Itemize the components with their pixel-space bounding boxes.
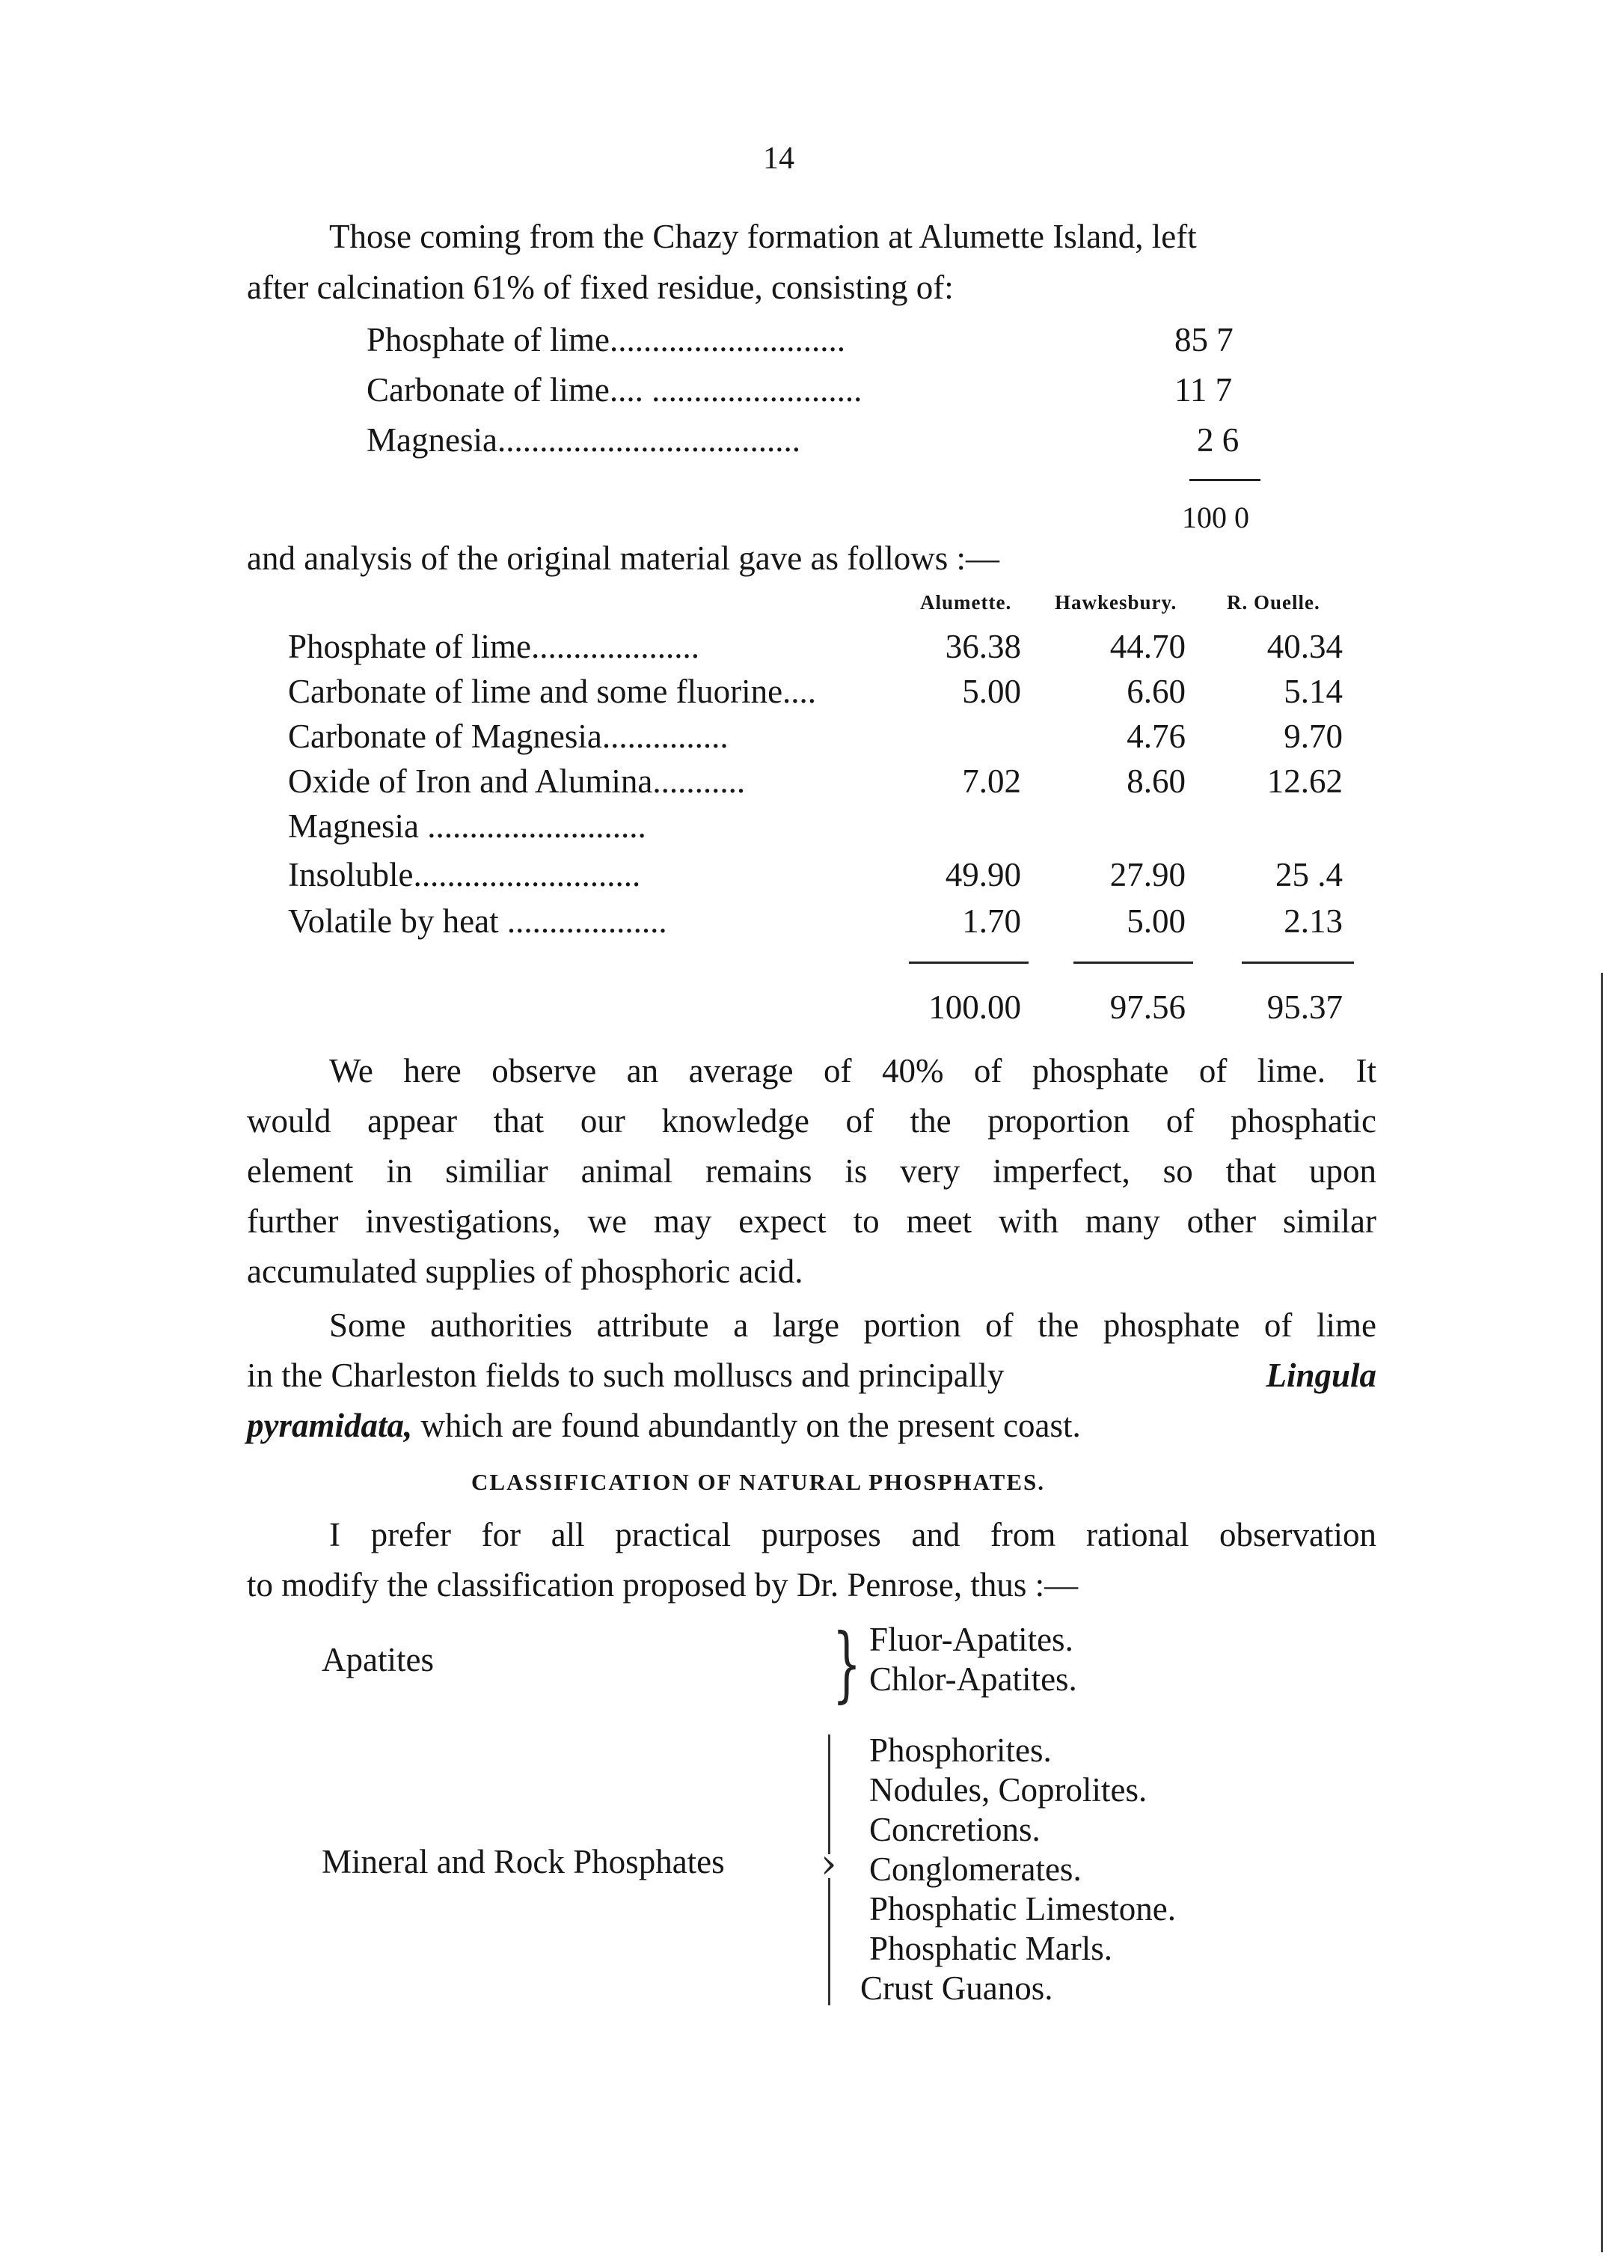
paragraph-line: accumulated supplies of phosphoric acid. [247,1253,803,1290]
hawkesbury-total: 97.56 [1109,988,1186,1026]
alumette-total: 100.00 [928,988,1021,1026]
section-heading: CLASSIFICATION OF NATURAL PHOSPHATES. [471,1469,1046,1495]
residue-value: 85 7 [1174,321,1234,358]
residue-value: 11 7 [1174,371,1233,409]
row-label: Magnesia .......................... [288,807,646,845]
brace-point-icon: › [821,1840,837,1887]
residue-row [367,421,1287,465]
ouelle-total: 95.37 [1266,988,1343,1026]
ouelle-value: 25 .4 [1275,856,1343,893]
class-item: Phosphatic Marls. [869,1930,1112,1967]
hawkesbury-value: 5.00 [1127,902,1186,940]
analysis-row [288,855,1350,900]
sum-rule [1189,479,1260,481]
ouelle-value: 12.62 [1266,762,1343,800]
residue-label: Phosphate of lime............................ [367,321,845,358]
column-header-alumette: Alumette. [920,591,1012,614]
residue-label: Carbonate of lime.... ......................... [367,371,862,409]
ouelle-value: 40.34 [1266,628,1343,665]
analysis-row [288,807,1350,852]
class-item: Fluor-Apatites. [869,1621,1073,1658]
sum-rule [1073,962,1193,964]
column-header-ouelle: R. Ouelle. [1227,591,1320,614]
row-label: Carbonate of lime and some fluorine.... [288,673,817,710]
analysis-row [288,902,1350,947]
alumette-value: 1.70 [962,902,1021,940]
analysis-row [288,672,1350,717]
ouelle-value: 9.70 [1284,718,1343,755]
class-label-apatites: Apatites [322,1641,434,1678]
analysis-totals-row [288,988,1350,1033]
brace-icon: } [832,1616,862,1711]
class-item: Phosphatic Limestone. [869,1890,1176,1928]
class-item: Conglomerates. [869,1850,1082,1888]
hawkesbury-value: 44.70 [1109,628,1186,665]
paragraph-line: We here observe an average of 40% of phosphate of lime. It [329,1052,1376,1089]
species-name: pyramidata, [247,1407,413,1444]
paragraph-line [247,1356,1376,1395]
class-item: Concretions. [869,1811,1041,1848]
paragraph-line: would appear that our knowledge of the proportion of phosphatic [247,1102,1376,1140]
row-label: Carbonate of Magnesia............... [288,718,729,755]
alumette-value: 36.38 [945,628,1021,665]
paragraph-line: I prefer for all practical purposes and from rational observation [329,1516,1376,1553]
species-name: Lingula [1266,1357,1376,1394]
sum-rule [909,962,1029,964]
brace-line-lower [828,1878,830,2005]
alumette-value: 7.02 [962,762,1021,800]
paragraph-line: after calcination 61% of fixed residue, consisting of: [247,269,954,306]
brace-line-upper [828,1734,830,1854]
hawkesbury-value: 27.90 [1109,856,1186,893]
analysis-row [288,627,1350,672]
hawkesbury-value: 8.60 [1127,762,1186,800]
residue-value: 2 6 [1197,421,1240,459]
class-item: Crust Guanos. [860,1969,1053,2007]
analysis-row [288,762,1350,807]
text-segment: in the Charleston fields to such molluscs and principally [247,1357,1005,1394]
paragraph-line: to modify the classification proposed by Dr. Penrose, thus :— [247,1566,1079,1604]
class-item: Phosphorites. [869,1731,1052,1769]
analysis-intro: and analysis of the original material gave as follows :— [247,540,999,577]
ouelle-value: 2.13 [1284,902,1343,940]
row-label: Oxide of Iron and Alumina........... [288,762,746,800]
analysis-row [288,717,1350,762]
paragraph-line: Some authorities attribute a large portion of the phosphate of lime [329,1306,1376,1344]
alumette-value: 49.90 [945,856,1021,893]
paragraph-line: Those coming from the Chazy formation at Alumette Island, left [329,218,1197,255]
residue-label: Magnesia.................................... [367,421,800,459]
hawkesbury-value: 4.76 [1127,718,1186,755]
alumette-value: 5.00 [962,673,1021,710]
residue-row [367,370,1287,415]
class-item: Nodules, Coprolites. [869,1771,1147,1809]
row-label: Insoluble........................... [288,856,641,893]
row-label: Volatile by heat ................... [288,902,667,940]
residue-total: 100 0 [1182,501,1249,534]
paragraph-line [247,1406,1081,1445]
row-label: Phosphate of lime.................... [288,628,699,665]
page-number: 14 [763,141,794,176]
class-label-mineral: Mineral and Rock Phosphates [322,1843,725,1880]
paragraph-line: element in similiar animal remains is very imperfect, so that upon [247,1152,1376,1190]
scan-edge-line [1601,973,1603,2252]
hawkesbury-value: 6.60 [1127,673,1186,710]
sum-rule [1242,962,1354,964]
paragraph-line: further investigations, we may expect to meet with many other similar [247,1202,1376,1240]
text-segment: which are found abundantly on the present coast. [412,1407,1081,1444]
class-item: Chlor-Apatites. [869,1660,1077,1698]
column-header-hawkesbury: Hawkesbury. [1055,591,1177,614]
residue-row [367,320,1287,365]
ouelle-value: 5.14 [1284,673,1343,710]
